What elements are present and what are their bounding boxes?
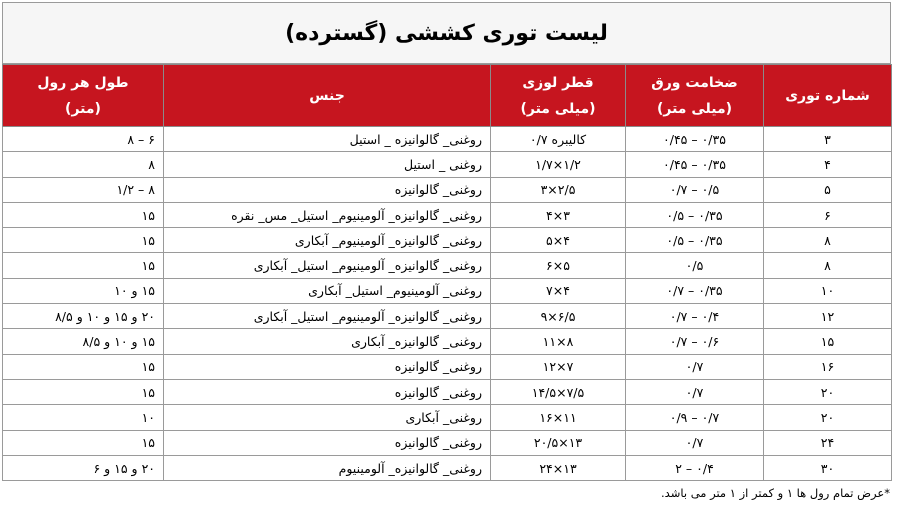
cell-length: ۱۵ و ۱۰ [3, 278, 164, 303]
table-row [3, 304, 892, 329]
cell-material: روغنی_ گالوانیزه_ آلومینیوم_ استیل_ آبکاری [164, 304, 491, 329]
cell-material: روغنی_ گالوانیزه [164, 177, 491, 202]
footnote: *عرض تمام رول ها ۱ و کمتر از ۱ متر می باشد. [661, 486, 890, 500]
cell-length: ۱۵ [3, 228, 164, 253]
cell-material: روغنی_ گالوانیزه [164, 430, 491, 455]
table-row [3, 405, 892, 430]
cell-length: ۲۰ و ۱۵ و ۱۰ و ۸/۵ [3, 304, 164, 329]
cell-number: ۱۲ [764, 304, 892, 329]
cell-thickness: ۰/۴ – ۰/۷ [626, 304, 764, 329]
table-row [3, 127, 892, 152]
cell-length: ۱۵ [3, 253, 164, 278]
cell-thickness: ۰/۵ – ۰/۷ [626, 177, 764, 202]
cell-number: ۱۶ [764, 354, 892, 379]
cell-thickness: ۰/۷ [626, 354, 764, 379]
cell-material: روغنی _ استیل [164, 152, 491, 177]
cell-number: ۸ [764, 253, 892, 278]
page-title: لیست توری کششی (گسترده) [285, 20, 608, 46]
table-row [3, 379, 892, 404]
cell-material: روغنی_ گالوانیزه_ آلومینیوم_ استیل_ آبکاری [164, 253, 491, 278]
cell-diameter: ۴×۷ [491, 278, 626, 303]
cell-length: ۱۰ [3, 405, 164, 430]
cell-length: ۱۵ [3, 354, 164, 379]
cell-thickness: ۰/۴ – ۲ [626, 455, 764, 480]
cell-number: ۳ [764, 127, 892, 152]
cell-length: ۱۵ [3, 379, 164, 404]
table-row [3, 354, 892, 379]
cell-material: روغنی_ گالوانیزه_ آلومینیوم [164, 455, 491, 480]
cell-material: روغنی_ آلومینیوم_ استیل_ آبکاری [164, 278, 491, 303]
cell-thickness: ۰/۶ – ۰/۷ [626, 329, 764, 354]
cell-length: ۶ – ۸ [3, 127, 164, 152]
cell-thickness: ۰/۳۵ – ۰/۴۵ [626, 127, 764, 152]
cell-material: روغنی_ گالوانیزه_ آلومینیوم_ آبکاری [164, 228, 491, 253]
title-box [2, 2, 891, 64]
table-row [3, 253, 892, 278]
header-thickness: ضخامت ورق (میلی متر) [626, 65, 764, 127]
cell-material: روغنی_ گالوانیزه_ آلومینیوم_ استیل_ مس_ نقره [164, 202, 491, 227]
cell-thickness: ۰/۷ [626, 430, 764, 455]
cell-number: ۲۰ [764, 379, 892, 404]
cell-material: روغنی_ گالوانیزه _ استیل [164, 127, 491, 152]
cell-number: ۱۵ [764, 329, 892, 354]
header-length: طول هر رول (متر) [3, 65, 164, 127]
cell-number: ۲۴ [764, 430, 892, 455]
table-row [3, 278, 892, 303]
table-row [3, 455, 892, 480]
cell-length: ۸ – ۱/۲ [3, 177, 164, 202]
cell-number: ۴ [764, 152, 892, 177]
cell-thickness: ۰/۷ – ۰/۹ [626, 405, 764, 430]
cell-length: ۲۰ و ۱۵ و ۶ [3, 455, 164, 480]
mesh-table [2, 64, 892, 481]
cell-diameter: ۳×۴ [491, 202, 626, 227]
cell-thickness: ۰/۳۵ – ۰/۷ [626, 278, 764, 303]
cell-diameter: ۱۱×۱۶ [491, 405, 626, 430]
cell-diameter: ۷/۵×۱۴/۵ [491, 379, 626, 404]
table-row [3, 329, 892, 354]
header-material: جنس [164, 65, 491, 127]
header-number: شماره توری [764, 65, 892, 127]
cell-number: ۳۰ [764, 455, 892, 480]
cell-material: روغنی_ گالوانیزه [164, 379, 491, 404]
table-row [3, 152, 892, 177]
header-row [3, 65, 892, 127]
cell-length: ۱۵ [3, 430, 164, 455]
cell-diameter: ۲/۵×۳ [491, 177, 626, 202]
table-row [3, 177, 892, 202]
cell-diameter: ۷×۱۲ [491, 354, 626, 379]
cell-diameter: ۱۳×۲۴ [491, 455, 626, 480]
cell-diameter: ۵×۶ [491, 253, 626, 278]
cell-number: ۶ [764, 202, 892, 227]
header-diameter: قطر لوزی (میلی متر) [491, 65, 626, 127]
cell-thickness: ۰/۳۵ – ۰/۴۵ [626, 152, 764, 177]
cell-material: روغنی_ گالوانیزه [164, 354, 491, 379]
cell-number: ۱۰ [764, 278, 892, 303]
table-row [3, 430, 892, 455]
cell-diameter: ۶/۵×۹ [491, 304, 626, 329]
cell-number: ۵ [764, 177, 892, 202]
cell-length: ۸ [3, 152, 164, 177]
cell-length: ۱۵ [3, 202, 164, 227]
cell-thickness: ۰/۵ [626, 253, 764, 278]
cell-length: ۱۵ و ۱۰ و ۸/۵ [3, 329, 164, 354]
cell-material: روغنی_ گالوانیزه_ آبکاری [164, 329, 491, 354]
cell-thickness: ۰/۳۵ – ۰/۵ [626, 202, 764, 227]
table-row [3, 228, 892, 253]
cell-thickness: ۰/۳۵ – ۰/۵ [626, 228, 764, 253]
cell-number: ۸ [764, 228, 892, 253]
table-body [3, 127, 892, 481]
cell-diameter: ۱/۲×۱/۷ [491, 152, 626, 177]
cell-diameter: ۱۳×۲۰/۵ [491, 430, 626, 455]
cell-thickness: ۰/۷ [626, 379, 764, 404]
table-row [3, 202, 892, 227]
cell-number: ۲۰ [764, 405, 892, 430]
cell-diameter: ۸×۱۱ [491, 329, 626, 354]
cell-diameter: ۴×۵ [491, 228, 626, 253]
cell-diameter: کالیبره ۰/۷ [491, 127, 626, 152]
cell-material: روغنی_ آبکاری [164, 405, 491, 430]
